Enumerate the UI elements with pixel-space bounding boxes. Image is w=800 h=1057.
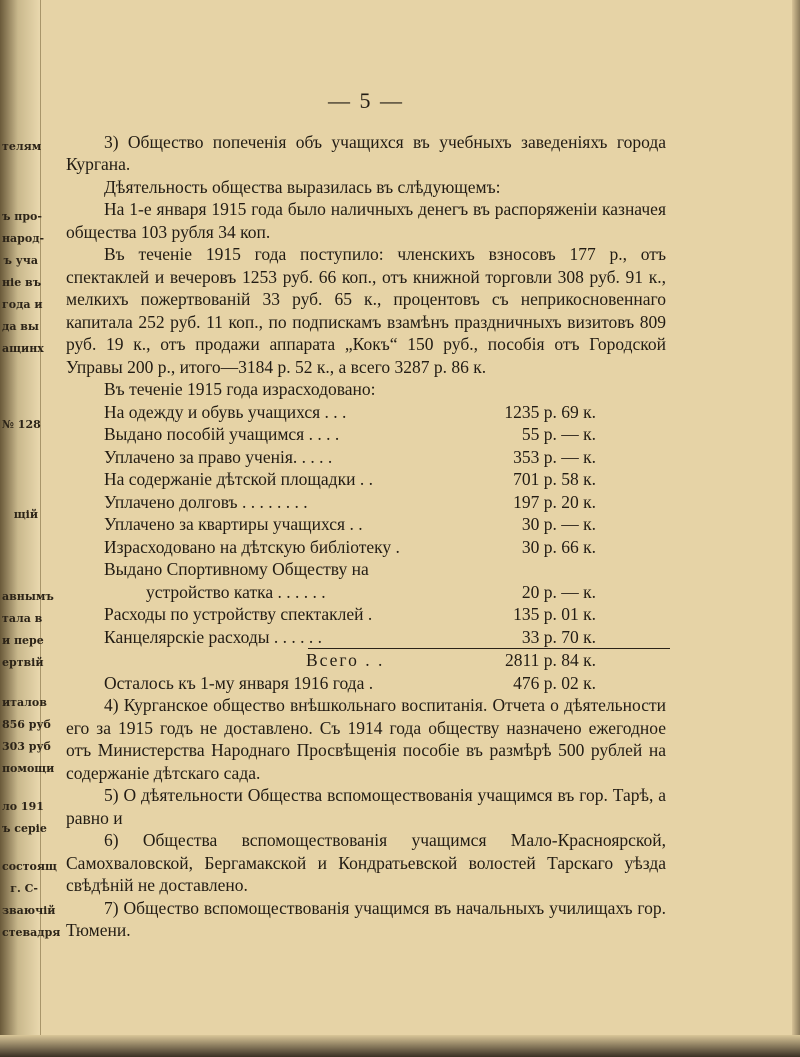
section-3-cash: На 1-е января 1915 года было наличныхъ денегъ въ распоряженіи казначея общества 103 рубля 34 коп. [66, 199, 666, 242]
ledger-total-row [66, 649, 666, 672]
margin-fragment: № 128 [2, 418, 41, 431]
section-3-intro: 3) Общество попеченія объ учащихся въ учебныхъ заведеніяхъ города Кургана. [66, 131, 666, 174]
expense-ledger [66, 401, 666, 649]
margin-fragment: ертвій [2, 656, 44, 669]
margin-fragment: 303 руб [2, 740, 51, 753]
expense-label: Уплачено за право ученія. . . . . [104, 446, 333, 467]
expense-amount: 135 р. 01 к. [513, 604, 596, 624]
expense-label: На одежду и обувь учащихся . . . [104, 401, 347, 422]
expense-row [66, 626, 666, 649]
expense-label: Расходы по устройству спектаклей . [104, 604, 373, 624]
total-label: Всего . . [306, 650, 385, 670]
section-4: 4) Курганское общество внѣшкольнаго воспитанія. Отчета о дѣятельности его за 1915 годъ не доставлено. Съ 1914 года обществу назначено ежегодное отъ Министерства Народнаго Просвѣщенія пособіе въ размѣрѣ 500 рублей на содержаніе дѣтскаго сада. [66, 695, 666, 783]
expense-row [66, 446, 666, 469]
margin-fragment: ъ уча [3, 254, 38, 267]
remainder-label: Осталось къ 1-му января 1916 года . [104, 672, 374, 693]
expense-label: Канцелярскіе расходы . . . . . . [104, 626, 323, 647]
expense-row [66, 401, 666, 424]
section-5: 5) О дѣятельности Общества вспомоществованія учащимся въ гор. Тарѣ, а равно и [66, 785, 666, 828]
expense-amount: 33 р. 70 к. [521, 626, 596, 647]
margin-fragment: ъ серіе [2, 822, 47, 835]
margin-fragment: ніе въ [2, 276, 42, 289]
section-3-spent-heading: Въ теченіе 1915 года израсходовано: [104, 379, 376, 399]
margin-fragment: и пере [2, 634, 44, 647]
expense-amount: 20 р. — к. [521, 581, 596, 602]
expense-label: устройство катка . . . . . . [146, 581, 326, 602]
margin-fragment: ъ про- [2, 210, 42, 223]
ledger-remainder-row [66, 672, 666, 695]
section-3-income: Въ теченіе 1915 года поступило: членскихъ взносовъ 177 р., отъ спектаклей и вечеровъ 1253 руб. 66 коп., отъ книжной торговли 308 руб. 91 к., мелкихъ пожертвованій 33 руб. 65 к., процентовъ съ неприкосновеннаго капитала 252 руб. 11 коп., по подпискамъ взамѣнъ праздничныхъ визитовъ 809 руб. 19 к., отъ продажи аппарата „Кокъ“ 150 руб., пособія отъ Городской Управы 200 р., итого—3184 р. 52 к., а всего 3287 р. 86 к. [66, 244, 666, 377]
page-number: — 5 — [328, 88, 404, 113]
expense-row [66, 558, 666, 581]
expense-amount: 197 р. 20 к. [513, 491, 596, 512]
section-3-activity: Дѣятельность общества выразилась въ слѣдующемъ: [104, 176, 501, 197]
page-content [66, 90, 666, 942]
expense-amount: 30 р. — к. [521, 514, 596, 534]
expense-amount: 1235 р. 69 к. [504, 401, 596, 422]
expense-amount: 30 р. 66 к. [521, 536, 596, 557]
margin-fragment: состоящ [2, 860, 57, 873]
expense-row [66, 423, 666, 446]
expense-label: Уплачено за квартиры учащихся . . [104, 514, 363, 534]
margin-fragment: да вы [2, 320, 39, 333]
total-amount: 2811 р. 84 к. [505, 650, 596, 670]
margin-fragment: помощи [2, 762, 55, 775]
expense-label: Уплачено долговъ . . . . . . . . [104, 491, 308, 512]
margin-fragment: стевадря [2, 926, 61, 939]
margin-fragment: тала в [2, 612, 43, 625]
margin-fragment: г. С- [10, 882, 38, 895]
expense-label: Выдано Спортивному Обществу на [104, 559, 369, 579]
margin-fragment: народ- [2, 232, 45, 245]
section-6: 6) Общества вспомоществованія учащимся Мало-Красноярской, Самохваловской, Бергамакской и Кондратьевской волостей Тарскаго уѣзда свѣдѣній не доставлено. [66, 830, 666, 895]
section-7: 7) Общество вспомоществованія учащимся въ начальныхъ училищахъ гор. Тюмени. [66, 897, 666, 940]
remainder-amount: 476 р. 02 к. [513, 672, 596, 693]
expense-row [66, 581, 666, 604]
total-rule [308, 648, 670, 649]
margin-fragment: года и [2, 298, 43, 311]
margin-fragment: авнымъ [2, 590, 54, 603]
page-bottom-edge [0, 1035, 800, 1057]
margin-fragment: телям [2, 140, 42, 153]
expense-amount: 701 р. 58 к. [513, 469, 596, 489]
expense-row [66, 513, 666, 536]
page-right-edge [792, 0, 800, 1057]
margin-fragment: щій [13, 508, 38, 521]
expense-row [66, 468, 666, 491]
adjacent-page-margin [0, 0, 61, 1057]
expense-label: Выдано пособій учащимся . . . . [104, 424, 340, 444]
expense-row [66, 536, 666, 559]
expense-row [66, 603, 666, 626]
expense-label: На содержаніе дѣтской площадки . . [104, 469, 373, 489]
expense-amount: 55 р. — к. [521, 424, 596, 444]
expense-amount: 353 р. — к. [513, 446, 596, 467]
expense-label: Израсходовано на дѣтскую библіотеку . [104, 536, 400, 557]
margin-fragment: ащинх [2, 342, 44, 355]
margin-fragment: италов [2, 696, 47, 709]
margin-fragment: ло 191 [2, 800, 44, 813]
margin-fragment: 856 руб [2, 718, 51, 731]
expense-row [66, 491, 666, 514]
margin-fragment: зваючій [2, 904, 56, 917]
